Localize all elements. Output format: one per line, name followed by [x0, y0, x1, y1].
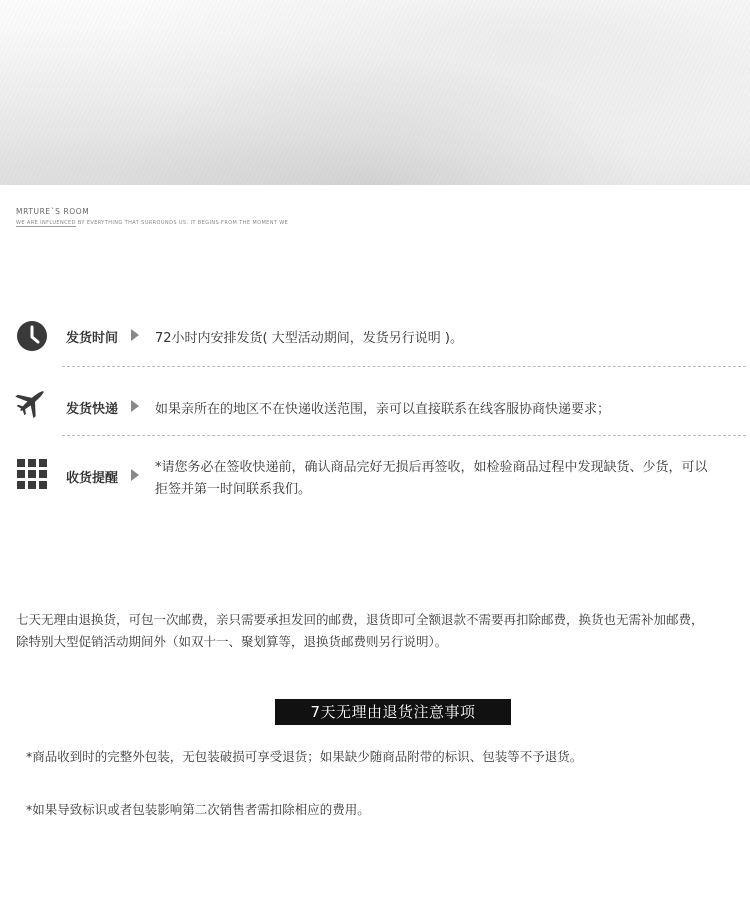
- divider: [62, 366, 746, 367]
- airplane-icon: [16, 385, 48, 417]
- divider: [62, 435, 746, 436]
- row-text: 72小时内安排发货( 大型活动期间，发货另行说明 )。: [155, 331, 463, 346]
- brand-tagline: [16, 220, 289, 226]
- row-text-line1: *请您务必在签收快递前，确认商品完好无损后再签收，如检验商品过程中发现缺货、少货，可以: [155, 460, 708, 475]
- clock-icon: [16, 320, 48, 352]
- return-policy: [16, 609, 741, 653]
- arrow-right-icon: [131, 400, 139, 412]
- notice-item: *如果导致标识或者包装影响第二次销售者需扣除相应的费用。: [26, 802, 370, 817]
- fabric-photo: [0, 0, 750, 185]
- row-text: 如果亲所在的地区不在快递收送范围，亲可以直接联系在线客服协商快递要求；: [155, 402, 611, 417]
- policy-line: 七天无理由退换货，可包一次邮费，亲只需要承担发回的邮费，退货即可全额退款不需要再扣除邮费，换货也无需补加邮费，: [16, 612, 704, 627]
- grid-icon: [16, 458, 48, 490]
- brand-tagline-first: WE ARE INFLUENCED: [16, 220, 76, 226]
- arrow-right-icon: [131, 469, 139, 481]
- brand-tagline-rest: BY EVERYTHING THAT SURROUNDS US. IT BEGINS FROM THE MOMENT WE: [75, 220, 289, 226]
- policy-line: 除特别大型促销活动期间外（如双十一、聚划算等，退换货邮费则另行说明）。: [16, 634, 448, 649]
- row-label: 发货时间: [66, 331, 119, 346]
- row-label: 收货提醒: [66, 471, 119, 486]
- row-text-line2: 拒签并第一时间联系我们。: [155, 482, 312, 497]
- notice-item: *商品收到时的完整外包装，无包装破损可享受退货；如果缺少随商品附带的标识、包装等不予退货。: [26, 749, 583, 764]
- row-label: 发货快递: [66, 402, 119, 417]
- arrow-right-icon: [131, 329, 139, 341]
- section-banner: 7天无理由退货注意事项: [275, 699, 511, 725]
- brand-name: MRTURE`S ROOM: [16, 207, 90, 216]
